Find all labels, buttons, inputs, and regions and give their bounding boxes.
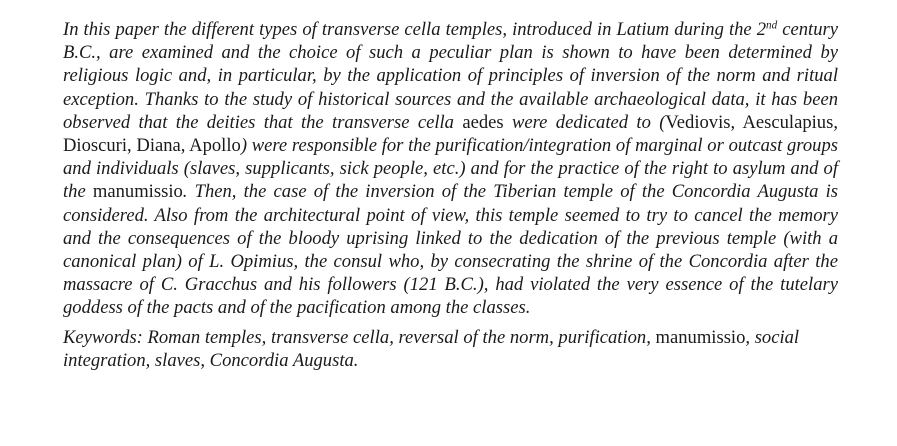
keywords-text-1: Keywords: Roman temples, transverse cella, reversal of the norm, purification, [63,326,656,348]
term-manumissio: manumissio [92,181,183,203]
ordinal-suffix: nd [766,19,778,32]
term-aedes: aedes [462,111,504,133]
abstract-text-2: century B.C., are examined and the choice of such a peculiar plan is shown to have been determined by religious logic and, in particular, by the application of principles of inversion of the norm and ritual exception. Thanks to the study of historical sources and the available archaeological data, it has been observed that the deities that the transverse cella [63,19,839,133]
keyword-manumissio: manumissio [655,326,746,348]
paper-page [63,18,838,372]
abstract-paragraph [63,18,838,320]
keywords-paragraph [63,326,838,372]
abstract-text-5: . Then, the case of the inversion of the Tiberian temple of the Concordia Augusta is considered. Also from the architectural point of view, this temple seemed to try to cancel the memory and the consequences of the bloody uprising linked to the dedication of the previous temple (with a canonical plan) of L. Opimius, the consul who, by consecrating the shrine of the Concordia after the massacre of C. Gracchus and his followers (121 B.C.), had violated the very essence of the tutelary goddess of the pacts and of the pacification among the classes. [63,181,838,319]
abstract-text-1: In this paper the different types of transverse cella temples, introduced in Latium during the [63,19,757,40]
keywords-text-2: , social integration, slaves, Concordia Augusta. [63,326,800,371]
ordinal-number: 2 [756,19,767,40]
deities-list: Vediovis, Aesculapius, Dioscuri, Diana, Apollo [63,111,838,157]
abstract-text-4: ) were responsible for the purification/integration of marginal or outcast groups and individuals (slaves, supplicants, sick people, etc.) and for the practice of the right to asylum and of the [63,135,838,203]
abstract-text-3: were dedicated to ( [503,111,666,133]
